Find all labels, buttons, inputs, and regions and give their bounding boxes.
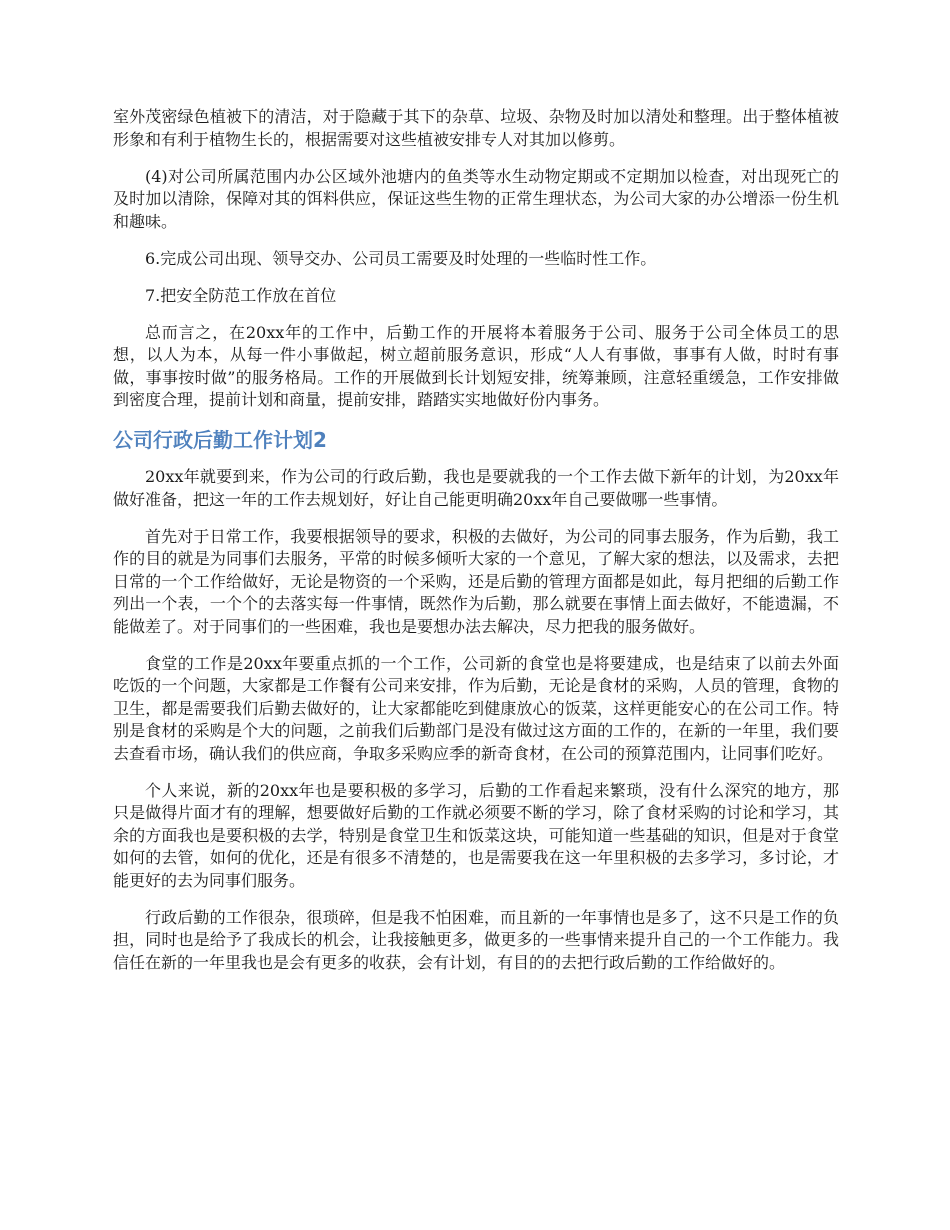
paragraph: 个人来说，新的20xx年也是要积极的多学习，后勤的工作看起来繁琐，没有什么深究的地方，那只是做得片面才有的理解，想要做好后勤的工作就必须要不断的学习，除了食材采购的讨论和学习，其余的方面我也是要积极的去学，特别是食堂卫生和饭菜这块，可能知道一些基础的知识，但是对于食堂如何的去管，如何的优化，还是有很多不清楚的，也是需要我在这一年里积极的去多学习，多讨论，才能更好的去为同事们服务。 [113, 780, 839, 890]
section-heading: 公司行政后勤工作计划2 [113, 428, 327, 452]
paragraph: 20xx年就要到来，作为公司的行政后勤，我也是要就我的一个工作去做下新年的计划，为20xx年做好准备，把这一年的工作去规划好，好让自己能更明确20xx年自己要做哪一些事情。 [113, 467, 839, 509]
paragraph: 首先对于日常工作，我要根据领导的要求，积极的去做好，为公司的同事去服务，作为后勤，我工作的目的就是为同事们去服务，平常的时候多倾听大家的一个意见，了解大家的想法，以及需求，去把日常的一个工作给做好，无论是物资的一个采购，还是后勤的管理方面都是如此，每月把细的后勤工作列出一个表，一个个的去落实每一件事情，既然作为后勤，那么就要在事情上面去做好，不能遗漏，不能做差了。对于同事们的一些困难，我也是要想办法去解决，尽力把我的服务做好。 [113, 526, 839, 636]
paragraph: 7.把安全防范工作放在首位 [145, 285, 337, 305]
paragraph: 食堂的工作是20xx年要重点抓的一个工作，公司新的食堂也是将要建成，也是结束了以前去外面吃饭的一个问题，大家都是工作餐有公司来安排，作为后勤，无论是食材的采购，人员的管理，食物的卫生，都是需要我们后勤去做好的，让大家都能吃到健康放心的饭菜，这样更能安心的在公司工作。特别是食材的采购是个大的问题，之前我们后勤部门是没有做过这方面的工作的，在新的一年里，我们要去查看市场，确认我们的供应商，争取多采购应季的新奇食材，在公司的预算范围内，让同事们吃好。 [113, 653, 839, 763]
paragraph: 室外茂密绿色植被下的清洁，对于隐藏于其下的杂草、垃圾、杂物及时加以清处和整理。出于整体植被形象和有利于植物生长的，根据需要对这些植被安排专人对其加以修剪。 [113, 107, 839, 149]
document-page [113, 106, 839, 989]
paragraph: 总而言之，在20xx年的工作中，后勤工作的开展将本着服务于公司、服务于公司全体员工的思想，以人为本，从每一件小事做起，树立超前服务意识，形成“人人有事做，事事有人做，时时有事做，事事按时做”的服务格局。工作的开展做到长计划短安排，统筹兼顾，注意轻重缓急，工作安排做到密度合理，提前计划和商量，提前安排，踏踏实实地做好份内事务。 [113, 322, 839, 409]
paragraph: 6.完成公司出现、领导交办、公司员工需要及时处理的一些临时性工作。 [145, 248, 657, 268]
paragraph: 行政后勤的工作很杂，很琐碎，但是我不怕困难，而且新的一年事情也是多了，这不只是工作的负担，同时也是给予了我成长的机会，让我接触更多，做更多的一些事情来提升自己的一个工作能力。我信任在新的一年里我也是会有更多的收获，会有计划，有目的的去把行政后勤的工作给做好的。 [113, 907, 839, 972]
paragraph: (4)对公司所属范围内办公区域外池塘内的鱼类等水生动物定期或不定期加以检查，对出现死亡的及时加以清除，保障对其的饵料供应，保证这些生物的正常生理状态，为公司大家的办公增添一份生机和趣味。 [113, 166, 839, 231]
